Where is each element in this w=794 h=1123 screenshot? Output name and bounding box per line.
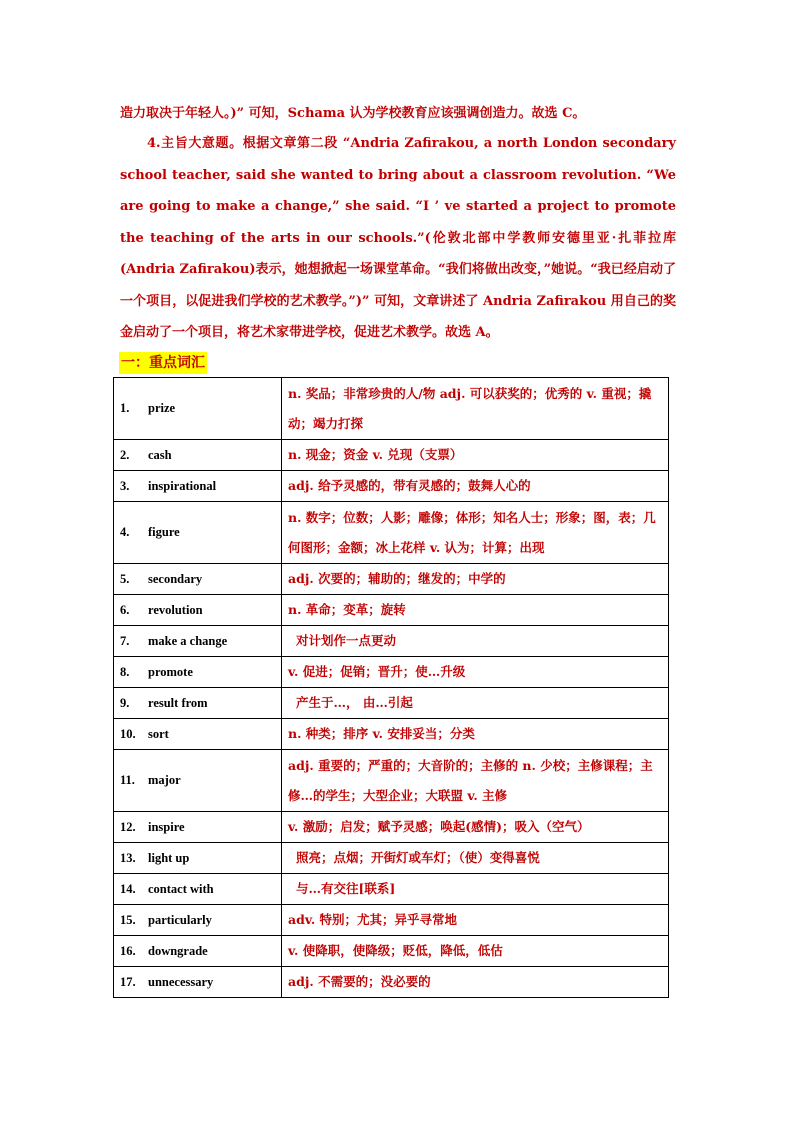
- vocab-definition: adv. 特别；尤其；异乎寻常地: [282, 905, 669, 936]
- vocab-definition: n. 奖品；非常珍贵的人/物 adj. 可以获奖的；优秀的 v. 重视；撬动；竭力打探: [282, 378, 669, 440]
- vocab-number: 5.: [120, 571, 130, 586]
- table-row: [114, 688, 669, 719]
- vocab-word-cell: [114, 812, 282, 843]
- vocab-word: prize: [148, 401, 176, 415]
- vocab-definition: adj. 重要的；严重的；大音阶的；主修的 n. 少校；主修课程；主修…的学生；大型企业；大联盟 v. 主修: [282, 750, 669, 812]
- vocab-word-cell: [114, 750, 282, 812]
- table-row: [114, 564, 669, 595]
- vocab-definition: adj. 给予灵感的，带有灵感的；鼓舞人心的: [282, 471, 669, 502]
- vocab-number: 16.: [120, 943, 136, 958]
- vocab-word-cell: [114, 874, 282, 905]
- vocab-definition: v. 促进；促销；晋升；使…升级: [282, 657, 669, 688]
- vocab-definition: 照亮；点烟；开街灯或车灯；（使）变得喜悦: [282, 843, 669, 874]
- vocab-word: result from: [148, 695, 208, 710]
- vocab-word-cell: [114, 719, 282, 750]
- answer-explanation-paragraph-3: 造力取决于年轻人。)” 可知，Schama 认为学校教育应该强调创造力。故选 C。: [120, 106, 586, 121]
- table-row: [114, 378, 669, 440]
- vocab-definition: n. 种类；排序 v. 安排妥当；分类: [282, 719, 669, 750]
- vocab-number: 11.: [120, 773, 135, 787]
- vocab-number: 17.: [120, 974, 136, 989]
- vocab-word: inspirational: [148, 478, 217, 493]
- vocab-definition: 与…有交往[联系]: [282, 874, 669, 905]
- vocab-word-cell: [114, 843, 282, 874]
- vocab-word-cell: [114, 471, 282, 502]
- table-row: [114, 626, 669, 657]
- table-row: [114, 812, 669, 843]
- vocab-number: 2.: [120, 447, 130, 462]
- table-row: [114, 936, 669, 967]
- vocab-definition: n. 数字；位数；人影；雕像；体形；知名人士；形象；图，表；几何图形；金额；冰上花样 v. 认为；计算；出现: [282, 502, 669, 564]
- vocab-word-cell: [114, 936, 282, 967]
- vocab-word-cell: [114, 905, 282, 936]
- vocab-word: revolution: [148, 602, 203, 617]
- vocab-word-cell: [114, 688, 282, 719]
- vocab-word: particularly: [148, 912, 212, 927]
- vocabulary-table: [113, 377, 669, 998]
- vocab-number: 15.: [120, 912, 136, 927]
- vocab-definition: 产生于…， 由…引起: [282, 688, 669, 719]
- table-row: [114, 657, 669, 688]
- vocab-word-cell: [114, 378, 282, 440]
- vocab-number: 9.: [120, 695, 130, 710]
- table-row: [114, 502, 669, 564]
- vocab-word: promote: [148, 664, 193, 679]
- vocab-word-cell: [114, 502, 282, 564]
- vocab-word: sort: [148, 726, 169, 741]
- vocab-number: 4.: [120, 525, 130, 539]
- vocab-word: major: [148, 773, 181, 787]
- vocab-number: 7.: [120, 633, 130, 648]
- vocab-word: figure: [148, 525, 180, 539]
- vocab-number: 6.: [120, 602, 130, 617]
- vocab-definition: 对计划作一点更动: [282, 626, 669, 657]
- vocab-word: make a change: [148, 633, 228, 648]
- vocab-definition: n. 革命；变革；旋转: [282, 595, 669, 626]
- table-row: [114, 750, 669, 812]
- vocab-definition: adj. 次要的；辅助的；继发的；中学的: [282, 564, 669, 595]
- vocab-word-cell: [114, 564, 282, 595]
- vocab-number: 14.: [120, 881, 136, 896]
- table-row: [114, 967, 669, 998]
- vocab-number: 8.: [120, 664, 130, 679]
- vocab-word: inspire: [148, 819, 185, 834]
- vocab-word: unnecessary: [148, 974, 214, 989]
- vocab-word: contact with: [148, 881, 214, 896]
- vocab-definition: adj. 不需要的；没必要的: [282, 967, 669, 998]
- answer-explanation-paragraph-4: 4.主旨大意题。根据文章第二段 “Andria Zafirakou, a north London secondary school teacher, said she wanted to bring about a classroom revolution. “We are going to make a change,” she said. “I ’ ve started a project to promote the teaching of the arts in our schools.”(伦敦北部中学教师安德里亚·扎菲拉库(Andria Zafirakou)表示，她想掀起一场课堂革命。“我们将做出改变，”她说。“我已经启动了一个项目，以促进我们学校的艺术教学。”)” 可知，文章讲述了 Andria Zafirakou 用自己的奖金启动了一个项目，将艺术家带进学校，促进艺术教学。故选 A。: [120, 136, 676, 340]
- vocab-number: 10.: [120, 726, 136, 741]
- vocab-word: light up: [148, 850, 190, 865]
- table-row: [114, 905, 669, 936]
- vocab-word-cell: [114, 657, 282, 688]
- vocab-number: 13.: [120, 850, 136, 865]
- vocab-word-cell: [114, 440, 282, 471]
- vocab-definition: n. 现金；资金 v. 兑现（支票）: [282, 440, 669, 471]
- vocabulary-table-body: [114, 378, 669, 998]
- vocab-word-cell: [114, 626, 282, 657]
- vocab-number: 1.: [120, 401, 130, 415]
- vocab-word: downgrade: [148, 943, 208, 958]
- vocab-word: cash: [148, 447, 172, 462]
- table-row: [114, 471, 669, 502]
- table-row: [114, 874, 669, 905]
- vocab-word-cell: [114, 595, 282, 626]
- table-row: [114, 440, 669, 471]
- table-row: [114, 719, 669, 750]
- vocab-word: secondary: [148, 571, 203, 586]
- vocab-definition: v. 激励；启发；赋予灵感；唤起(感情)；吸入（空气）: [282, 812, 669, 843]
- section-title-key-vocabulary: 一：重点词汇: [119, 352, 207, 374]
- table-row: [114, 595, 669, 626]
- vocab-definition: v. 使降职，使降级；贬低，降低，低估: [282, 936, 669, 967]
- vocab-number: 12.: [120, 819, 136, 834]
- table-row: [114, 843, 669, 874]
- vocab-word-cell: [114, 967, 282, 998]
- vocab-number: 3.: [120, 478, 130, 493]
